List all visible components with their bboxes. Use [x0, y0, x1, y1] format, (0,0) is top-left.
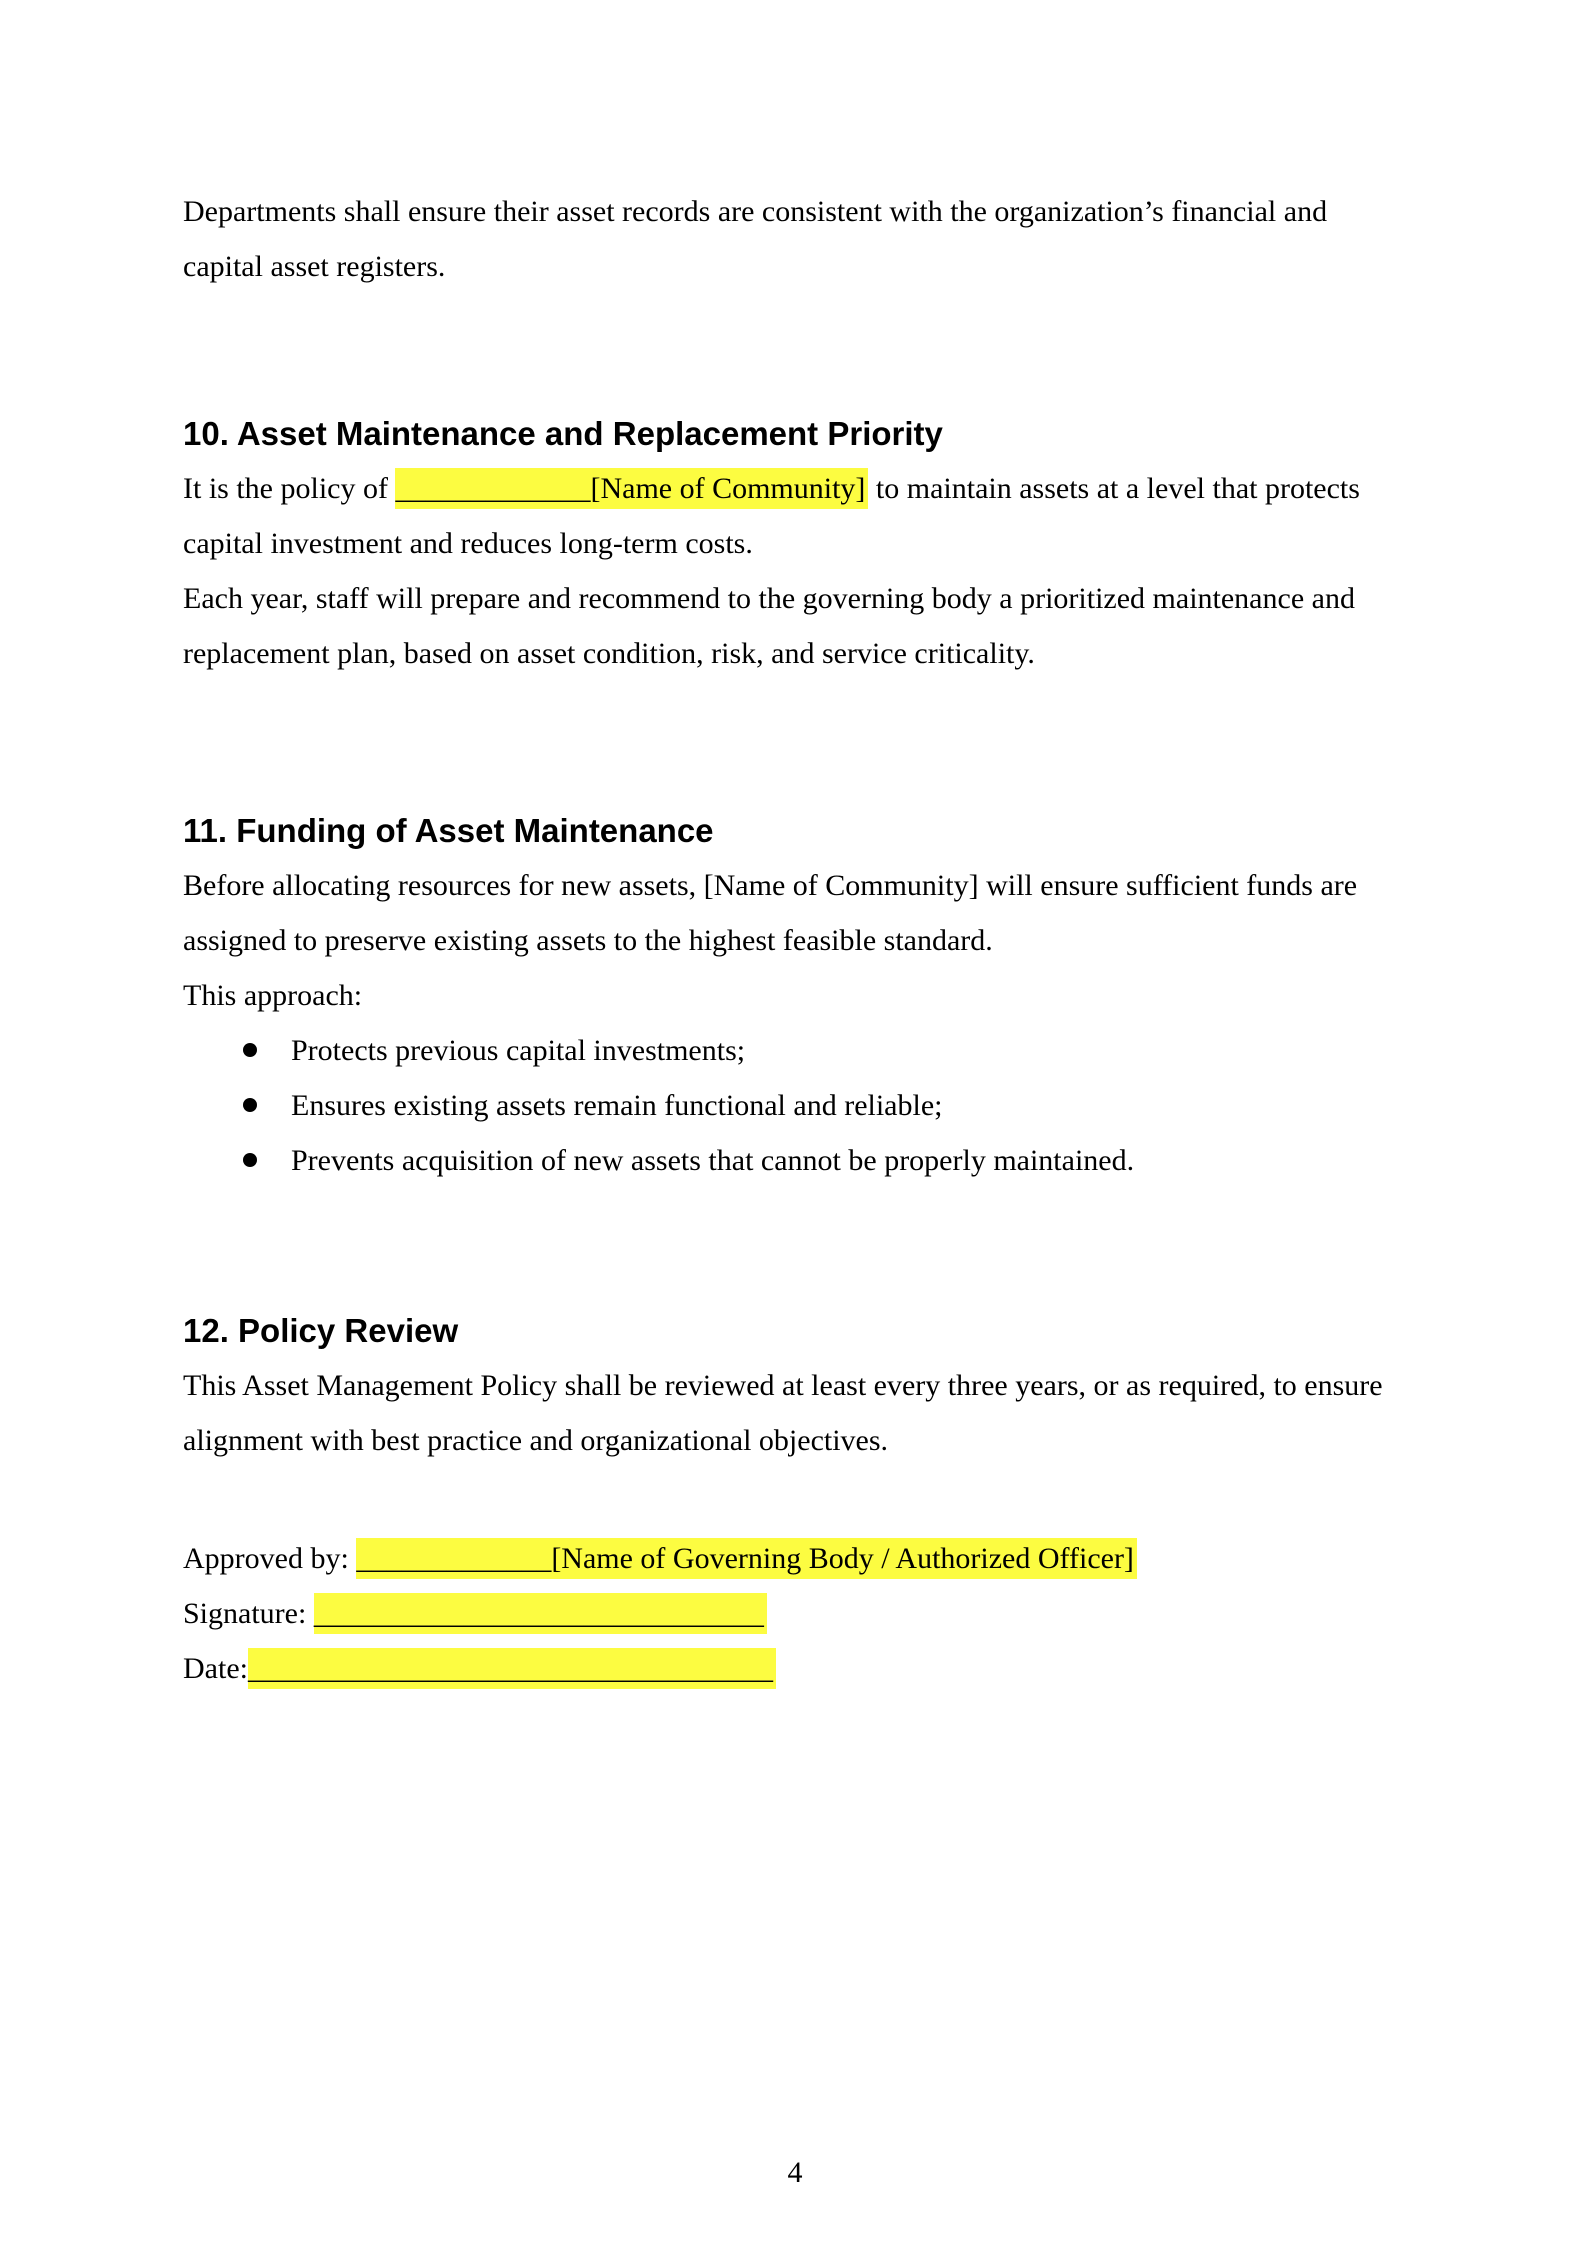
- community-name-placeholder: [Name of Community]: [590, 472, 866, 505]
- section-10-heading: 10. Asset Maintenance and Replacement Priority: [183, 415, 943, 452]
- bullet-icon: [243, 1153, 257, 1167]
- blank-underline: _____________: [395, 472, 591, 505]
- section-10-paragraph-1-after: to maintain assets at a level that protects capital investment and reduces long-term costs.: [183, 472, 1360, 560]
- bullet-icon: [243, 1043, 257, 1057]
- date-label: Date:: [183, 1652, 248, 1685]
- section-10-paragraph-1: [183, 461, 1400, 571]
- section-12-paragraph-1: This Asset Management Policy shall be reviewed at least every three years, or as required, to ensure alignment with best practice and organizational objectives.: [183, 1369, 1383, 1457]
- section-11-heading: 11. Funding of Asset Maintenance: [183, 812, 714, 849]
- highlighted-date-field: [248, 1648, 776, 1689]
- highlighted-community-name-field: [395, 468, 868, 509]
- signature-label: Signature:: [183, 1597, 314, 1630]
- list-item: [183, 1133, 1400, 1188]
- signature-line: [183, 1586, 1400, 1641]
- list-item: [183, 1078, 1400, 1133]
- section-10-paragraph-1-before: It is the policy of: [183, 472, 396, 505]
- bullet-icon: [243, 1098, 257, 1112]
- list-item-text: Protects previous capital investments;: [291, 1034, 746, 1067]
- section-11-paragraph-1: Before allocating resources for new assets, [Name of Community] will ensure sufficient funds are assigned to preserve existing assets to the highest feasible standard.: [183, 869, 1358, 957]
- list-item-text: Ensures existing assets remain functional and reliable;: [291, 1089, 943, 1122]
- highlighted-approver-field: [356, 1538, 1137, 1579]
- page-number: 4: [787, 2156, 803, 2189]
- list-item: [183, 1023, 1400, 1078]
- list-item-text: Prevents acquisition of new assets that cannot be properly maintained.: [291, 1144, 1135, 1177]
- paragraph-intro: [183, 184, 1400, 294]
- approved-by-line: [183, 1531, 1400, 1586]
- date-line: [183, 1641, 1400, 1696]
- blank-underline: _____________: [356, 1542, 552, 1575]
- blank-underline: ______________________________: [313, 1597, 764, 1630]
- section-12-heading: 12. Policy Review: [183, 1312, 459, 1349]
- funding-approach-bullet-list: [183, 1023, 1400, 1188]
- section-11-paragraph-2: This approach:: [183, 979, 363, 1012]
- section-10-paragraph-2: Each year, staff will prepare and recommend to the governing body a prioritized maintenance and replacement plan, based on asset condition, risk, and service criticality.: [183, 582, 1355, 670]
- approved-by-label: Approved by:: [183, 1542, 357, 1575]
- blank-underline: ___________________________________: [247, 1652, 773, 1685]
- paragraph-intro-text: Departments shall ensure their asset records are consistent with the organization’s financial and capital asset registers.: [183, 195, 1328, 283]
- approver-placeholder: [Name of Governing Body / Authorized Officer]: [551, 1542, 1134, 1575]
- highlighted-signature-field: [314, 1593, 767, 1634]
- approval-block: [183, 1531, 1400, 1696]
